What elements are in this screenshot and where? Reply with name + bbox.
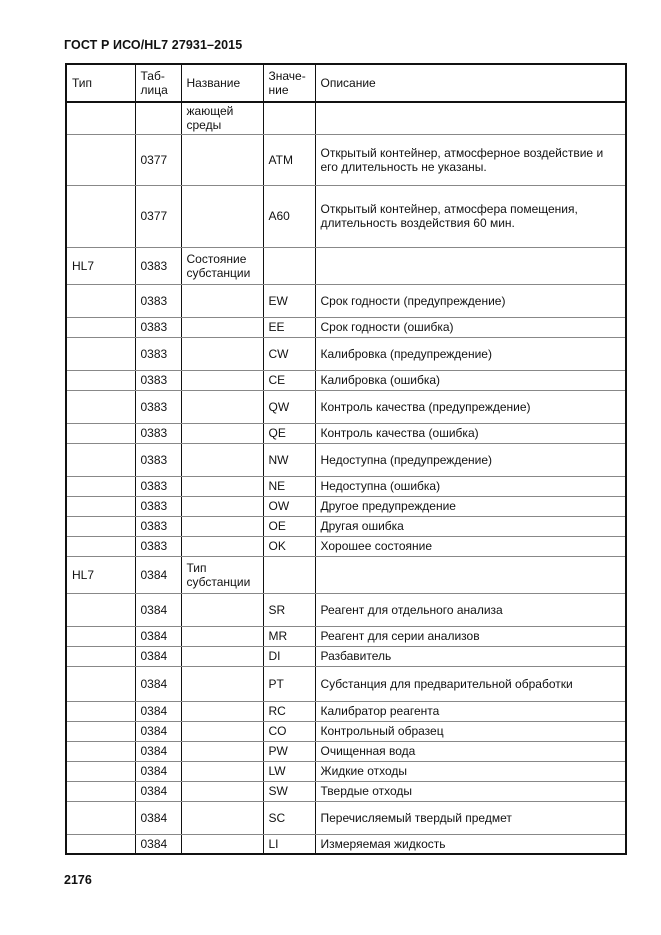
cell-description: Перечисляемый твердый предмет (315, 801, 626, 834)
cell-type (66, 781, 135, 801)
table-row (66, 247, 626, 284)
cell-table: 0384 (135, 781, 181, 801)
cell-type (66, 370, 135, 390)
cell-type (66, 666, 135, 701)
table-row (66, 390, 626, 423)
cell-name (181, 666, 263, 701)
table-row (66, 370, 626, 390)
cell-name (181, 801, 263, 834)
cell-description: Измеряемая жидкость (315, 834, 626, 854)
cell-table: 0383 (135, 476, 181, 496)
cell-type (66, 317, 135, 337)
column-header-description: Описание (315, 64, 626, 102)
cell-value: NW (263, 443, 315, 476)
cell-name (181, 337, 263, 370)
column-header-table: Таб-лица (135, 64, 181, 102)
cell-value: QW (263, 390, 315, 423)
cell-name (181, 834, 263, 854)
table-row (66, 185, 626, 247)
cell-description (315, 556, 626, 593)
cell-type (66, 593, 135, 626)
cell-value: NE (263, 476, 315, 496)
cell-description (315, 247, 626, 284)
cell-table: 0383 (135, 423, 181, 443)
cell-value: MR (263, 626, 315, 646)
cell-name (181, 443, 263, 476)
column-header-value: Значе-ние (263, 64, 315, 102)
cell-table: 0384 (135, 801, 181, 834)
cell-type (66, 476, 135, 496)
cell-value (263, 556, 315, 593)
cell-name (181, 423, 263, 443)
cell-type (66, 646, 135, 666)
cell-name (181, 646, 263, 666)
cell-description: Контрольный образец (315, 721, 626, 741)
cell-name (181, 536, 263, 556)
table-row (66, 443, 626, 476)
cell-name (181, 317, 263, 337)
table-row (66, 741, 626, 761)
cell-type (66, 834, 135, 854)
cell-type (66, 721, 135, 741)
cell-value: SC (263, 801, 315, 834)
cell-description: Другое предупреждение (315, 496, 626, 516)
table-row (66, 801, 626, 834)
cell-name (181, 593, 263, 626)
table-row (66, 646, 626, 666)
cell-table: 0384 (135, 666, 181, 701)
cell-description: Открытый контейнер, атмосфера помещения, длительность воздействия 60 мин. (315, 185, 626, 247)
cell-value (263, 247, 315, 284)
cell-description: Очищенная вода (315, 741, 626, 761)
cell-name (181, 701, 263, 721)
table-row (66, 423, 626, 443)
cell-table: 0384 (135, 834, 181, 854)
cell-value: CE (263, 370, 315, 390)
cell-name (181, 390, 263, 423)
cell-value: SR (263, 593, 315, 626)
cell-description: Срок годности (предупреждение) (315, 284, 626, 317)
cell-value: A60 (263, 185, 315, 247)
cell-value: ATM (263, 134, 315, 185)
cell-value: EE (263, 317, 315, 337)
cell-table: 0383 (135, 516, 181, 536)
cell-table: 0377 (135, 134, 181, 185)
table-row (66, 284, 626, 317)
cell-table: 0384 (135, 646, 181, 666)
cell-type: HL7 (66, 556, 135, 593)
cell-table: 0384 (135, 556, 181, 593)
cell-type (66, 284, 135, 317)
cell-type (66, 701, 135, 721)
cell-description: Недоступна (предупреждение) (315, 443, 626, 476)
table-row (66, 626, 626, 646)
table-row (66, 516, 626, 536)
table-body (66, 102, 626, 854)
table-row (66, 701, 626, 721)
cell-value: PT (263, 666, 315, 701)
cell-type (66, 102, 135, 134)
cell-description (315, 102, 626, 134)
cell-type (66, 443, 135, 476)
cell-value: LW (263, 761, 315, 781)
cell-description: Реагент для отдельного анализа (315, 593, 626, 626)
cell-description: Открытый контейнер, атмосферное воздействие и его длительность не указаны. (315, 134, 626, 185)
cell-table: 0383 (135, 370, 181, 390)
cell-value: OW (263, 496, 315, 516)
cell-table: 0383 (135, 536, 181, 556)
table-header-row (66, 64, 626, 102)
cell-table: 0384 (135, 741, 181, 761)
table-row (66, 134, 626, 185)
table-row (66, 761, 626, 781)
cell-type (66, 496, 135, 516)
cell-name (181, 761, 263, 781)
cell-name (181, 284, 263, 317)
cell-type (66, 536, 135, 556)
cell-table: 0384 (135, 721, 181, 741)
page-number: 2176 (64, 873, 92, 887)
cell-type (66, 516, 135, 536)
table-row (66, 781, 626, 801)
table-row (66, 834, 626, 854)
data-table (65, 63, 627, 855)
cell-name (181, 516, 263, 536)
cell-value: RC (263, 701, 315, 721)
cell-type (66, 801, 135, 834)
cell-description: Разбавитель (315, 646, 626, 666)
cell-value: CW (263, 337, 315, 370)
cell-value: OK (263, 536, 315, 556)
cell-type (66, 741, 135, 761)
cell-table: 0384 (135, 593, 181, 626)
table-row (66, 496, 626, 516)
cell-name (181, 741, 263, 761)
cell-name (181, 185, 263, 247)
cell-name (181, 496, 263, 516)
column-header-type: Тип (66, 64, 135, 102)
cell-table: 0383 (135, 390, 181, 423)
cell-description: Хорошее состояние (315, 536, 626, 556)
cell-description: Реагент для серии анализов (315, 626, 626, 646)
cell-type (66, 337, 135, 370)
cell-name (181, 626, 263, 646)
cell-type (66, 626, 135, 646)
cell-value: LI (263, 834, 315, 854)
cell-value: QE (263, 423, 315, 443)
document-header: ГОСТ Р ИСО/HL7 27931–2015 (64, 38, 243, 52)
cell-type (66, 185, 135, 247)
cell-description: Контроль качества (ошибка) (315, 423, 626, 443)
cell-description: Твердые отходы (315, 781, 626, 801)
cell-value: PW (263, 741, 315, 761)
table-row (66, 476, 626, 496)
cell-name: жающей среды (181, 102, 263, 134)
cell-table: 0383 (135, 443, 181, 476)
table-row (66, 337, 626, 370)
cell-value: OE (263, 516, 315, 536)
cell-description: Калибратор реагента (315, 701, 626, 721)
cell-table: 0384 (135, 701, 181, 721)
cell-name (181, 476, 263, 496)
cell-table: 0383 (135, 496, 181, 516)
table-row (66, 317, 626, 337)
cell-name (181, 721, 263, 741)
cell-name: Тип субстанции (181, 556, 263, 593)
cell-table: 0384 (135, 626, 181, 646)
cell-description: Недоступна (ошибка) (315, 476, 626, 496)
cell-table: 0383 (135, 284, 181, 317)
cell-name (181, 370, 263, 390)
cell-name (181, 781, 263, 801)
cell-description: Срок годности (ошибка) (315, 317, 626, 337)
cell-table: 0377 (135, 185, 181, 247)
cell-value: DI (263, 646, 315, 666)
cell-description: Контроль качества (предупреждение) (315, 390, 626, 423)
table-row (66, 102, 626, 134)
cell-table: 0383 (135, 247, 181, 284)
column-header-name: Название (181, 64, 263, 102)
cell-table: 0383 (135, 337, 181, 370)
cell-description: Калибровка (предупреждение) (315, 337, 626, 370)
cell-type (66, 134, 135, 185)
cell-table (135, 102, 181, 134)
cell-value: EW (263, 284, 315, 317)
cell-table: 0383 (135, 317, 181, 337)
cell-type (66, 390, 135, 423)
cell-description: Субстанция для предварительной обработки (315, 666, 626, 701)
cell-description: Калибровка (ошибка) (315, 370, 626, 390)
cell-description: Жидкие отходы (315, 761, 626, 781)
cell-type: HL7 (66, 247, 135, 284)
table-row (66, 721, 626, 741)
table-row (66, 536, 626, 556)
cell-value (263, 102, 315, 134)
table-row (66, 593, 626, 626)
cell-value: CO (263, 721, 315, 741)
cell-table: 0384 (135, 761, 181, 781)
cell-name (181, 134, 263, 185)
cell-name: Состояние субстанции (181, 247, 263, 284)
table-row (66, 556, 626, 593)
table-row (66, 666, 626, 701)
cell-value: SW (263, 781, 315, 801)
cell-description: Другая ошибка (315, 516, 626, 536)
cell-type (66, 423, 135, 443)
cell-type (66, 761, 135, 781)
